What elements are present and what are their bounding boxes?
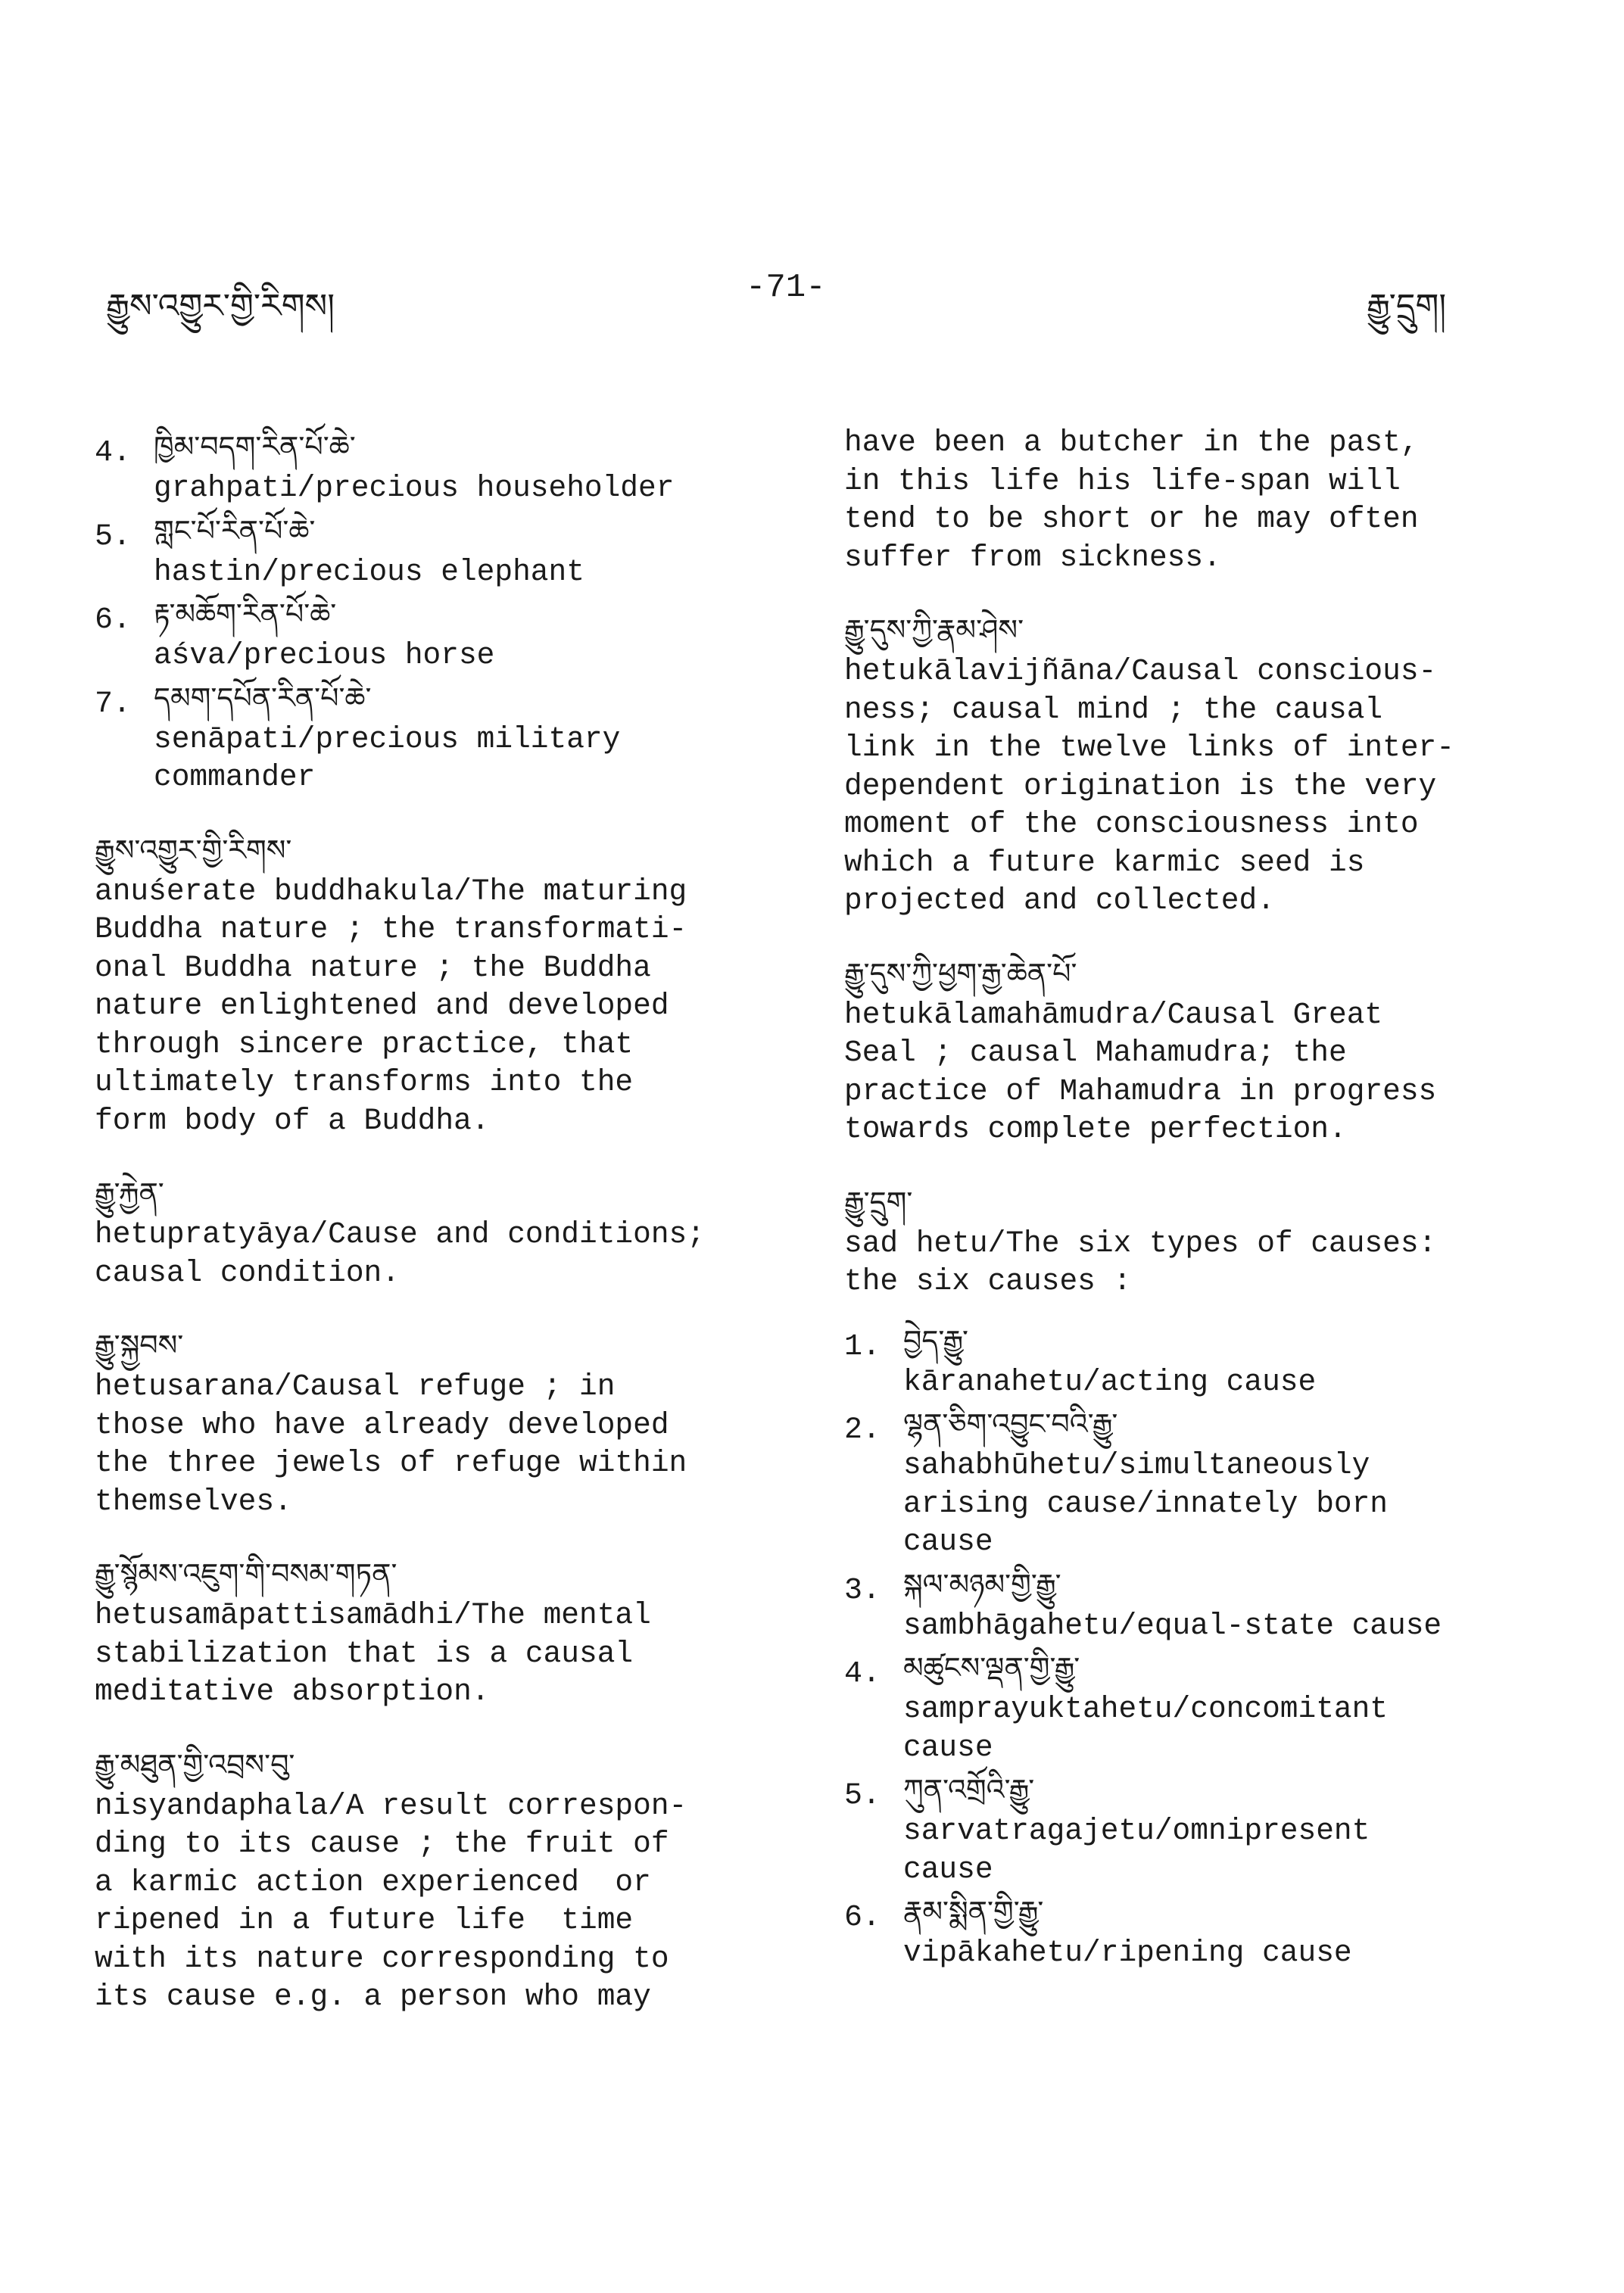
definition-line: ding to its cause ; the fruit of [95,1827,669,1861]
tibetan-term: མཚུངས་ལྡན་གྱི་རྒྱུ་ [903,1651,1080,1684]
numbered-item [95,424,776,508]
definition-line: ness; causal mind ; the causal [844,692,1383,727]
definition-line: those who have already developed [95,1407,669,1442]
definition-line: link in the twelve links of inter- [844,731,1454,765]
item-number: 3. [844,1573,881,1608]
definition-line: nisyandaphala/A result correspon- [95,1788,687,1823]
definition-line: moment of the consciousness into [844,807,1419,841]
numbered-item [844,1645,1548,1767]
page-number: -71- [746,269,826,307]
tibetan-headword: རྒྱུ་རྐྱེན་ [95,1176,164,1210]
numbered-item [844,1767,1548,1889]
tibetan-term: སྐལ་མཉམ་གྱི་རྒྱུ་ [903,1567,1061,1601]
definition-line: cause [903,1852,993,1886]
definition-line: vipākahetu/ripening cause [903,1936,1352,1970]
definition-line: suffer from sickness. [844,540,1221,575]
definition-line: hetupratyāya/Cause and conditions; [95,1217,705,1251]
tibetan-headword: རྒྱུ་མཐུན་གྱི་འབྲས་བུ་ [95,1747,295,1781]
definition-line: cause [903,1525,993,1559]
numbered-item [95,591,776,675]
spacer [844,1149,1548,1179]
numbered-item [844,1318,1548,1402]
tibetan-headword: རྒྱུས་འགྱུར་གྱི་རིགས་ [95,833,292,867]
item-number: 5. [844,1779,881,1813]
definition-line: cause [903,1730,993,1765]
dictionary-entry [95,1551,776,1712]
spacer [95,1292,776,1323]
left-column [95,424,776,2017]
definition-line: sad hetu/The six types of causes: [844,1226,1437,1260]
tibetan-term: གླང་པོ་རིན་པོ་ཆེ་ [154,513,316,547]
definition-line: dependent origination is the very [844,768,1437,803]
definition-line: with its nature corresponding to [95,1941,669,1976]
definition-line: samprayuktahetu/concomitant [903,1692,1389,1726]
definition-line: kāranahetu/acting cause [903,1364,1317,1399]
definition-line: Buddha nature ; the transformati- [95,912,687,946]
definition-line: onal Buddha nature ; the Buddha [95,950,651,985]
definition-line: Seal ; causal Mahamudra; the [844,1036,1347,1070]
definition-line: hastin/precious elephant [154,554,584,589]
definition-line: anuśerate buddhakula/The maturing [95,874,687,908]
definition-line: nature enlightened and developed [95,989,669,1023]
definition-line: hetukālavijñāna/Causal conscious- [844,654,1437,688]
definition-line: in this life his life-span will [844,463,1401,498]
dictionary-entry [844,607,1548,921]
definition-line: senāpati/precious military [154,721,621,756]
dictionary-entry [95,827,776,1141]
definition-line: practice of Mahamudra in progress [844,1073,1437,1108]
tibetan-term: ཀུན་འགྲོའི་རྒྱུ་ [903,1773,1035,1806]
definition-line: a karmic action experienced or [95,1865,651,1899]
tibetan-term: དམག་དཔོན་རིན་པོ་ཆེ་ [154,681,372,715]
definition-line: projected and collected. [844,883,1275,918]
definition-line: themselves. [95,1484,292,1519]
tibetan-headword: རྒྱུ་སྙོམས་འཇུག་གི་བསམ་གཏན་ [95,1557,397,1590]
header-right-tibetan: རྒྱུ་དྲུག། [1367,287,1447,326]
spacer [95,797,776,827]
dictionary-entry [95,1170,776,1292]
definition-line: aśva/precious horse [154,638,495,672]
tibetan-term: ལྷན་ཅིག་འབྱུང་བའི་རྒྱུ་ [903,1407,1118,1441]
definition-line: sahabhūhetu/simultaneously [903,1448,1370,1482]
spacer [844,577,1548,607]
definition-line: stabilization that is a causal [95,1636,634,1671]
definition-line: which a future karmic seed is [844,845,1365,880]
definition-line: commander [154,760,316,794]
spacer [95,1140,776,1170]
dictionary-entry [95,1323,776,1521]
definition-line: grahpati/precious householder [154,471,675,505]
item-number: 6. [844,1901,881,1935]
item-number: 4. [95,436,132,470]
definition-line: its cause e.g. a person who may [95,1980,651,2014]
item-number: 2. [844,1413,881,1447]
tibetan-headword: རྒྱུ་དུས་ཀྱི་རྣམ་ཤེས་ [844,613,1024,646]
right-column [844,424,1548,1973]
definition-line: hetusarana/Causal refuge ; in [95,1369,616,1404]
dictionary-entry [844,1179,1548,1301]
tibetan-term: བྱེད་རྒྱུ་ [903,1323,969,1357]
tibetan-term: ཁྱིམ་བདག་རིན་པོ་ཆེ་ [154,430,356,463]
item-number: 4. [844,1657,881,1691]
definition-line: hetukālamahāmudra/Causal Great [844,997,1383,1032]
definition-line: the three jewels of refuge within [95,1446,687,1480]
definition-line: through sincere practice, that [95,1027,634,1061]
spacer [95,1712,776,1742]
header-left-tibetan: རྒྱུས་འགྱུར་གྱི་རིགས། [106,287,335,326]
item-number: 5. [95,519,132,554]
numbered-item [844,1562,1548,1646]
numbered-item [844,1889,1548,1973]
dictionary-entry [95,1742,776,2017]
definition-line: form body of a Buddha. [95,1103,490,1138]
numbered-item [95,508,776,592]
definition-line: sarvatragajetu/omnipresent [903,1814,1370,1848]
definition-line: hetusamāpattisamādhi/The mental [95,1598,651,1632]
definition-line: tend to be short or he may often [844,502,1419,536]
tibetan-headword: རྒྱུ་དྲུག་ [844,1185,913,1219]
tibetan-term: རྟ་མཆོག་རིན་པོ་ཆེ་ [154,597,337,631]
definition-line: towards complete perfection. [844,1112,1347,1146]
definition-line: arising cause/innately born [903,1486,1389,1521]
numbered-item [844,1401,1548,1562]
dictionary-entry [844,951,1548,1149]
spacer [844,921,1548,951]
definition-line: have been a butcher in the past, [844,425,1419,460]
definition-line: the six causes : [844,1264,1132,1298]
tibetan-headword: རྒྱུ་སྐྱབས་ [95,1329,184,1362]
spacer [95,1521,776,1551]
definition-line: meditative absorption. [95,1675,490,1709]
tibetan-term: རྣམ་སྨིན་གྱི་རྒྱུ་ [903,1895,1044,1928]
definition-line: ultimately transforms into the [95,1065,634,1099]
tibetan-headword: རྒྱུ་དུས་ཀྱི་ཕྱག་རྒྱ་ཆེན་པོ་ [844,956,1077,990]
definition-line: causal condition. [95,1255,400,1290]
item-number: 7. [95,687,132,721]
item-number: 6. [95,603,132,637]
spacer [844,1301,1548,1318]
numbered-item [95,675,776,797]
definition-line: sambhāgahetu/equal-state cause [903,1608,1442,1643]
definition-line: ripened in a future life time [95,1903,634,1937]
item-number: 1. [844,1329,881,1364]
